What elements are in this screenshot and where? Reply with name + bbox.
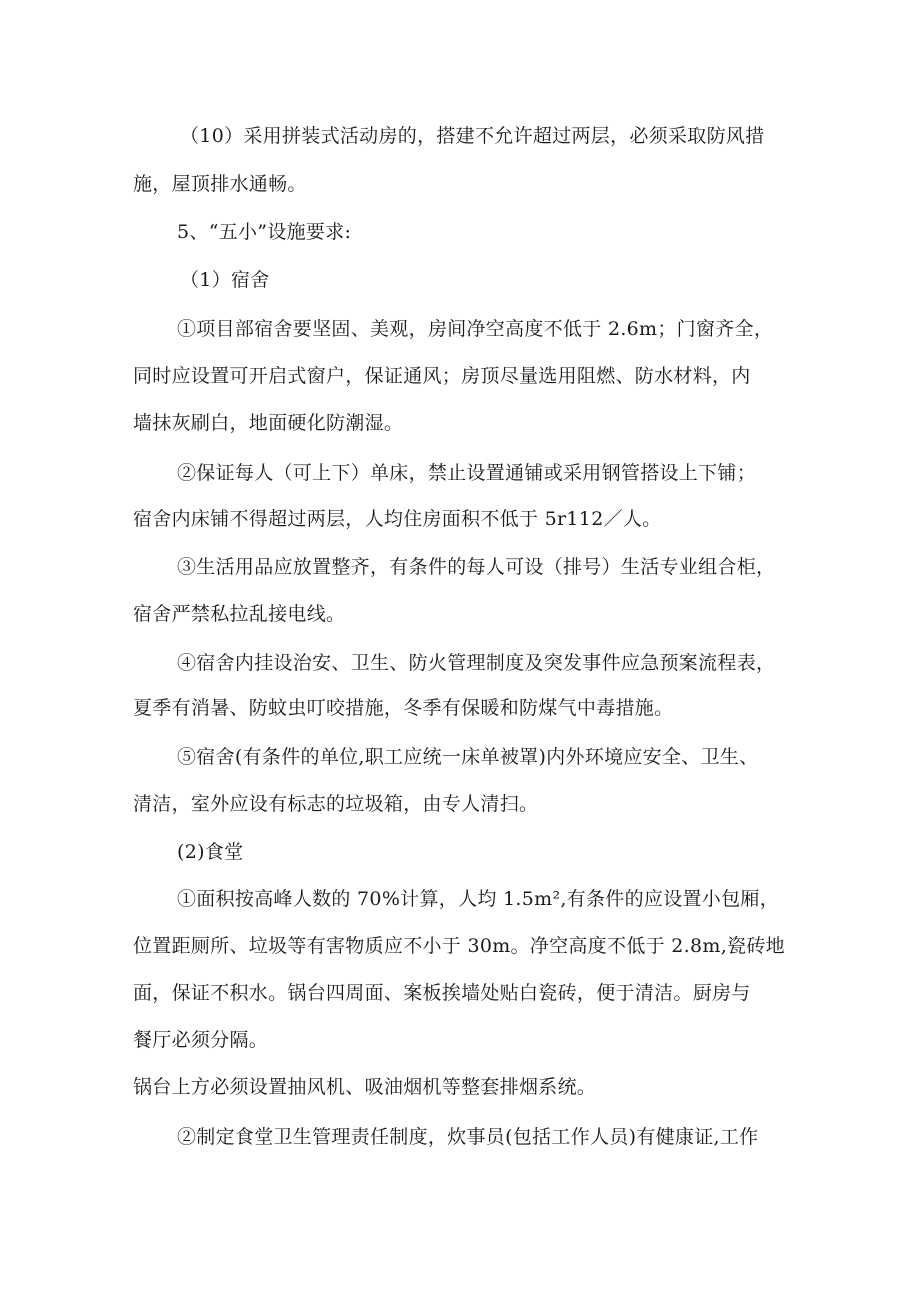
text-line: 同时应设置可开启式窗户，保证通风；房顶尽量选用阻燃、防水材料，内	[133, 365, 751, 387]
text-line: 餐厅必须分隔。	[133, 1029, 269, 1051]
text-line: (2)食堂	[177, 841, 244, 863]
text-line: ②制定食堂卫生管理责任制度，炊事员(包括工作人员)有健康证,工作	[177, 1126, 759, 1148]
text-line: ③生活用品应放置整齐，有条件的每人可设（排号）生活专业组合柜，	[177, 556, 776, 578]
text-line: ⑤宿舍(有条件的单位,职工应统一床单被罩)内外环境应安全、卫生、	[177, 746, 759, 768]
text-line: 宿舍内床铺不得超过两层，人均住房面积不低于 5r112／人。	[133, 508, 662, 530]
text-line: ①项目部宿舍要坚固、美观，房间净空高度不低于 2.6m；门窗齐全，	[177, 318, 774, 340]
text-line: （10）采用拼装式活动房的，搭建不允许超过两层，必须采取防风措	[180, 125, 765, 147]
text-line: （1）宿舍	[180, 269, 270, 291]
text-line: 位置距厕所、垃圾等有害物质应不小于 30m。净空高度不低于 2.8m,瓷砖地	[133, 935, 785, 957]
text-line: 施，屋顶排水通畅。	[133, 173, 307, 195]
text-line: 锅台上方必须设置抽风机、吸油烟机等整套排烟系统。	[133, 1076, 597, 1098]
text-line: 夏季有消暑、防蚊虫叮咬措施，冬季有保暖和防煤气中毒措施。	[133, 697, 674, 719]
text-line: 清洁，室外应设有标志的垃圾箱，由专人清扫。	[133, 793, 539, 815]
text-line: 面，保证不积水。锅台四周面、案板挨墙处贴白瓷砖，便于清洁。厨房与	[133, 982, 751, 1004]
text-line: ①面积按高峰人数的 70%计算，人均 1.5m²,有条件的应设置小包厢，	[177, 888, 779, 910]
text-line: 宿舍严禁私拉乱接电线。	[133, 603, 346, 625]
text-line: 墙抹灰刷白，地面硬化防潮湿。	[133, 412, 404, 434]
text-line: ④宿舍内挂设治安、卫生、防火管理制度及突发事件应急预案流程表，	[177, 652, 776, 674]
text-line: ②保证每人（可上下）单床，禁止设置通铺或采用钢管搭设上下铺；	[177, 462, 757, 484]
text-line: 5、“五小”设施要求:	[177, 221, 352, 243]
